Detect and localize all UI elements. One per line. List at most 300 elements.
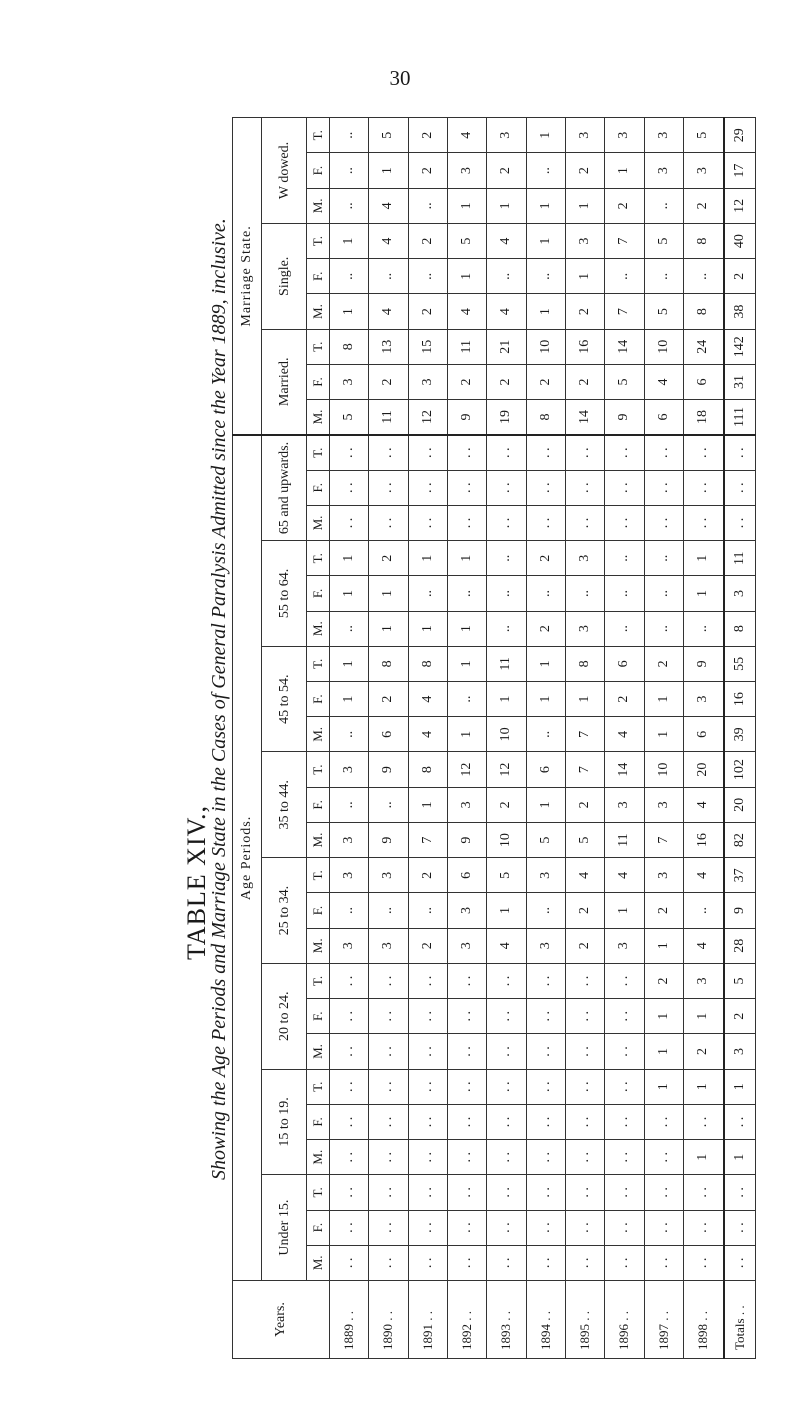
value-cell: 7 — [565, 717, 604, 752]
value-cell: 3 — [605, 787, 644, 822]
value-cell: . . — [369, 1245, 408, 1280]
value-cell: 2 — [724, 259, 756, 294]
value-cell: 39 — [724, 717, 756, 752]
value-cell: . . — [487, 999, 526, 1034]
value-cell: 17 — [724, 153, 756, 188]
value-cell: 3 — [369, 928, 408, 963]
value-cell: . . — [408, 1104, 447, 1139]
value-cell: 1 — [369, 576, 408, 611]
value-cell: 19 — [487, 400, 526, 435]
value-cell: . . — [330, 435, 369, 470]
value-cell: . . — [487, 963, 526, 998]
value-cell: . . — [644, 435, 683, 470]
value-cell: . . — [724, 1104, 756, 1139]
value-cell: . . — [369, 1069, 408, 1104]
value-cell: .. — [644, 541, 683, 576]
value-cell: . . — [724, 1210, 756, 1245]
value-cell: . . — [369, 1140, 408, 1175]
value-cell: . . — [369, 1210, 408, 1245]
value-cell: .. — [644, 576, 683, 611]
value-cell: 3 — [644, 787, 683, 822]
value-cell: . . — [447, 1034, 486, 1069]
value-cell: . . — [526, 999, 565, 1034]
totals-row — [724, 118, 756, 1359]
value-cell: 1 — [526, 787, 565, 822]
value-cell: . . — [526, 1069, 565, 1104]
value-cell: 16 — [565, 329, 604, 364]
value-cell: 15 — [408, 329, 447, 364]
data-table — [232, 117, 756, 1359]
value-cell: 16 — [683, 822, 724, 857]
value-cell: 1 — [408, 611, 447, 646]
value-cell: . . — [408, 1069, 447, 1104]
value-cell: . . — [330, 1104, 369, 1139]
year-cell: 1897 . . — [644, 1281, 683, 1359]
year-cell: 1890 . . — [369, 1281, 408, 1359]
mft-header: F. — [307, 787, 330, 822]
value-cell: 2 — [644, 893, 683, 928]
value-cell: 1 — [683, 541, 724, 576]
value-cell: 12 — [724, 188, 756, 223]
value-cell: 3 — [605, 928, 644, 963]
value-cell: 4 — [683, 928, 724, 963]
value-cell: 31 — [724, 364, 756, 399]
year-cell: 1889 . . — [330, 1281, 369, 1359]
value-cell: . . — [487, 1104, 526, 1139]
value-cell: 1 — [487, 682, 526, 717]
value-cell: 3 — [330, 364, 369, 399]
sub-header: W dowed. — [262, 118, 307, 224]
mft-header-row — [307, 118, 330, 1359]
year-cell: 1896 . . — [605, 1281, 644, 1359]
value-cell: 1 — [330, 294, 369, 329]
value-cell: 1 — [724, 1140, 756, 1175]
sub-header: 15 to 19. — [262, 1069, 307, 1175]
value-cell: 4 — [644, 364, 683, 399]
value-cell: . . — [605, 999, 644, 1034]
value-cell: 2 — [369, 541, 408, 576]
value-cell: 3 — [447, 153, 486, 188]
value-cell: . . — [683, 470, 724, 505]
value-cell: 3 — [447, 787, 486, 822]
value-cell: 18 — [683, 400, 724, 435]
table-body — [330, 118, 756, 1359]
mft-header: F. — [307, 576, 330, 611]
value-cell: .. — [330, 611, 369, 646]
value-cell: .. — [408, 259, 447, 294]
value-cell: 4 — [683, 787, 724, 822]
value-cell: . . — [644, 505, 683, 540]
value-cell: 1 — [408, 787, 447, 822]
value-cell: . . — [565, 1210, 604, 1245]
value-cell: 4 — [447, 118, 486, 154]
value-cell: . . — [526, 1210, 565, 1245]
value-cell: 1 — [644, 999, 683, 1034]
value-cell: 4 — [369, 294, 408, 329]
value-cell: .. — [447, 682, 486, 717]
value-cell: 3 — [330, 822, 369, 857]
marriage-state-header: Marriage State. — [233, 118, 262, 435]
value-cell: 2 — [487, 364, 526, 399]
value-cell: 1 — [447, 188, 486, 223]
year-cell: 1894 . . — [526, 1281, 565, 1359]
value-cell: 3 — [683, 153, 724, 188]
value-cell: . . — [683, 435, 724, 470]
value-cell: 5 — [330, 400, 369, 435]
value-cell: 1 — [683, 999, 724, 1034]
value-cell: . . — [605, 505, 644, 540]
value-cell: . . — [683, 1175, 724, 1210]
value-cell: 1 — [487, 188, 526, 223]
value-cell: 7 — [408, 822, 447, 857]
value-cell: 4 — [408, 682, 447, 717]
value-cell: . . — [408, 999, 447, 1034]
value-cell: . . — [724, 1175, 756, 1210]
value-cell: . . — [447, 1104, 486, 1139]
value-cell: . . — [408, 963, 447, 998]
value-cell: . . — [330, 963, 369, 998]
value-cell: 40 — [724, 223, 756, 258]
value-cell: 1 — [565, 682, 604, 717]
value-cell: 8 — [683, 294, 724, 329]
value-cell: 1 — [526, 223, 565, 258]
value-cell: 1 — [447, 646, 486, 681]
value-cell: 102 — [724, 752, 756, 787]
table-row — [330, 118, 369, 1359]
value-cell: . . — [683, 1245, 724, 1280]
value-cell: . . — [408, 505, 447, 540]
value-cell: .. — [605, 611, 644, 646]
table-caption-block — [122, 30, 230, 1421]
mft-header: M. — [307, 717, 330, 752]
value-cell: . . — [526, 435, 565, 470]
mft-header: M. — [307, 1245, 330, 1280]
value-cell: 1 — [565, 259, 604, 294]
value-cell: 5 — [526, 822, 565, 857]
value-cell: .. — [408, 893, 447, 928]
value-cell: 8 — [565, 646, 604, 681]
value-cell: .. — [487, 611, 526, 646]
value-cell: . . — [605, 963, 644, 998]
value-cell: 1 — [683, 1069, 724, 1104]
value-cell: 1 — [724, 1069, 756, 1104]
value-cell: . . — [605, 1245, 644, 1280]
value-cell: 2 — [565, 364, 604, 399]
value-cell: .. — [447, 576, 486, 611]
value-cell: 3 — [487, 118, 526, 154]
table-row — [526, 118, 565, 1359]
value-cell: . . — [605, 1034, 644, 1069]
mft-header: F. — [307, 470, 330, 505]
mft-header: M. — [307, 294, 330, 329]
value-cell: 2 — [565, 153, 604, 188]
mft-header: F. — [307, 999, 330, 1034]
value-cell: .. — [526, 576, 565, 611]
value-cell: 9 — [605, 400, 644, 435]
value-cell: . . — [565, 1104, 604, 1139]
value-cell: 10 — [487, 717, 526, 752]
value-cell: .. — [369, 787, 408, 822]
value-cell: 2 — [605, 682, 644, 717]
value-cell: .. — [683, 259, 724, 294]
table-label: TABLE XIV., — [182, 804, 211, 960]
value-cell: 24 — [683, 329, 724, 364]
value-cell: 12 — [487, 752, 526, 787]
value-cell: . . — [330, 470, 369, 505]
mft-header: F. — [307, 153, 330, 188]
value-cell: 3 — [330, 858, 369, 893]
value-cell: . . — [526, 1034, 565, 1069]
value-cell: 16 — [724, 682, 756, 717]
value-cell: 1 — [644, 1069, 683, 1104]
value-cell: .. — [644, 259, 683, 294]
value-cell: . . — [447, 470, 486, 505]
value-cell: 2 — [408, 294, 447, 329]
value-cell: . . — [644, 1140, 683, 1175]
value-cell: . . — [644, 1210, 683, 1245]
value-cell: 6 — [447, 858, 486, 893]
value-cell: 5 — [369, 118, 408, 154]
value-cell: 1 — [526, 188, 565, 223]
value-cell: 8 — [724, 611, 756, 646]
value-cell: 2 — [487, 787, 526, 822]
value-cell: 3 — [330, 752, 369, 787]
value-cell: 10 — [487, 822, 526, 857]
value-cell: 8 — [683, 223, 724, 258]
value-cell: 55 — [724, 646, 756, 681]
value-cell: 1 — [526, 294, 565, 329]
value-cell: . . — [724, 470, 756, 505]
value-cell: . . — [644, 1245, 683, 1280]
value-cell: . . — [330, 1034, 369, 1069]
value-cell: . . — [447, 1210, 486, 1245]
mft-header: M. — [307, 822, 330, 857]
mft-header: M. — [307, 400, 330, 435]
value-cell: . . — [487, 1069, 526, 1104]
value-cell: . . — [605, 1175, 644, 1210]
value-cell: 2 — [408, 153, 447, 188]
value-cell: 6 — [683, 717, 724, 752]
sub-header: Single. — [262, 223, 307, 329]
mft-header: F. — [307, 259, 330, 294]
mft-header: F. — [307, 1210, 330, 1245]
value-cell: 8 — [369, 646, 408, 681]
value-cell: 9 — [683, 646, 724, 681]
value-cell: .. — [330, 893, 369, 928]
value-cell: . . — [408, 1245, 447, 1280]
value-cell: 4 — [487, 294, 526, 329]
value-cell: 2 — [565, 928, 604, 963]
years-header: Years. — [233, 1281, 330, 1359]
value-cell: . . — [605, 1210, 644, 1245]
value-cell: . . — [526, 1140, 565, 1175]
value-cell: 4 — [605, 717, 644, 752]
value-cell: . . — [369, 1175, 408, 1210]
value-cell: 5 — [605, 364, 644, 399]
table-row — [447, 118, 486, 1359]
mft-header: F. — [307, 893, 330, 928]
value-cell: . . — [526, 1175, 565, 1210]
value-cell: 1 — [447, 611, 486, 646]
age-periods-header: Age Periods. — [233, 435, 262, 1281]
table-row — [644, 118, 683, 1359]
value-cell: 21 — [487, 329, 526, 364]
mft-header: M. — [307, 611, 330, 646]
value-cell: 11 — [369, 400, 408, 435]
value-cell: 5 — [487, 858, 526, 893]
value-cell: 111 — [724, 400, 756, 435]
value-cell: . . — [447, 963, 486, 998]
value-cell: 2 — [369, 682, 408, 717]
value-cell: . . — [487, 1245, 526, 1280]
value-cell: 9 — [724, 893, 756, 928]
value-cell: . . — [447, 1069, 486, 1104]
value-cell: 3 — [565, 118, 604, 154]
value-cell: 2 — [408, 858, 447, 893]
value-cell: 1 — [526, 682, 565, 717]
value-cell: . . — [565, 1069, 604, 1104]
value-cell: .. — [330, 118, 369, 154]
value-cell: . . — [369, 505, 408, 540]
value-cell: 2 — [565, 893, 604, 928]
value-cell: 4 — [487, 223, 526, 258]
year-cell: Totals . . — [724, 1281, 756, 1359]
value-cell: . . — [565, 1245, 604, 1280]
value-cell: 38 — [724, 294, 756, 329]
value-cell: 1 — [330, 576, 369, 611]
mft-header: M. — [307, 188, 330, 223]
value-cell: 82 — [724, 822, 756, 857]
value-cell: . . — [605, 1140, 644, 1175]
mft-header: M. — [307, 1034, 330, 1069]
value-cell: 1 — [330, 646, 369, 681]
value-cell: 3 — [408, 364, 447, 399]
value-cell: . . — [330, 1140, 369, 1175]
value-cell: .. — [330, 188, 369, 223]
value-cell: 37 — [724, 858, 756, 893]
value-cell: 1 — [605, 153, 644, 188]
value-cell: 2 — [526, 611, 565, 646]
value-cell: 6 — [683, 364, 724, 399]
value-cell: 2 — [487, 153, 526, 188]
value-cell: . . — [447, 1140, 486, 1175]
value-cell: 20 — [683, 752, 724, 787]
value-cell: .. — [369, 259, 408, 294]
value-cell: . . — [369, 435, 408, 470]
value-cell: 4 — [487, 928, 526, 963]
value-cell: . . — [565, 1034, 604, 1069]
sub-header: 25 to 34. — [262, 858, 307, 964]
mft-header: M. — [307, 505, 330, 540]
value-cell: .. — [487, 541, 526, 576]
sub-header: Under 15. — [262, 1175, 307, 1281]
value-cell: 1 — [369, 153, 408, 188]
value-cell: 4 — [605, 858, 644, 893]
value-cell: 9 — [447, 400, 486, 435]
value-cell: 1 — [369, 611, 408, 646]
value-cell: 9 — [447, 822, 486, 857]
value-cell: . . — [369, 1104, 408, 1139]
year-cell: 1893 . . — [487, 1281, 526, 1359]
value-cell: . . — [408, 435, 447, 470]
value-cell: 5 — [644, 294, 683, 329]
value-cell: . . — [487, 1140, 526, 1175]
value-cell: .. — [605, 541, 644, 576]
value-cell: .. — [605, 259, 644, 294]
value-cell: . . — [526, 963, 565, 998]
value-cell: . . — [565, 1140, 604, 1175]
mft-header: T. — [307, 541, 330, 576]
value-cell: 1 — [644, 928, 683, 963]
mft-header: T. — [307, 435, 330, 470]
sub-header: 35 to 44. — [262, 752, 307, 858]
sub-header-row — [262, 118, 307, 1359]
value-cell: 1 — [526, 646, 565, 681]
value-cell: 2 — [447, 364, 486, 399]
value-cell: . . — [369, 999, 408, 1034]
mft-header: T. — [307, 329, 330, 364]
year-cell: 1892 . . — [447, 1281, 486, 1359]
value-cell: 7 — [605, 223, 644, 258]
value-cell: 8 — [526, 400, 565, 435]
value-cell: 14 — [605, 752, 644, 787]
value-cell: . . — [408, 1140, 447, 1175]
value-cell: . . — [369, 1034, 408, 1069]
value-cell: 6 — [605, 646, 644, 681]
value-cell: . . — [487, 505, 526, 540]
value-cell: 1 — [447, 717, 486, 752]
value-cell: 2 — [644, 963, 683, 998]
value-cell: 1 — [644, 717, 683, 752]
value-cell: 1 — [447, 541, 486, 576]
mft-header: M. — [307, 928, 330, 963]
year-cell: 1895 . . — [565, 1281, 604, 1359]
value-cell: 8 — [330, 329, 369, 364]
value-cell: .. — [683, 893, 724, 928]
value-cell: . . — [447, 505, 486, 540]
value-cell: . . — [408, 1210, 447, 1245]
value-cell: 6 — [644, 400, 683, 435]
value-cell: 3 — [724, 576, 756, 611]
value-cell: .. — [330, 153, 369, 188]
value-cell: .. — [330, 787, 369, 822]
value-cell: 2 — [683, 1034, 724, 1069]
value-cell: . . — [605, 1104, 644, 1139]
value-cell: . . — [526, 1104, 565, 1139]
value-cell: .. — [330, 259, 369, 294]
value-cell: . . — [369, 963, 408, 998]
value-cell: . . — [565, 963, 604, 998]
value-cell: 9 — [369, 822, 408, 857]
value-cell: 4 — [683, 858, 724, 893]
value-cell: 1 — [447, 259, 486, 294]
value-cell: 2 — [369, 364, 408, 399]
value-cell: . . — [330, 505, 369, 540]
table-row — [683, 118, 724, 1359]
value-cell: . . — [330, 1245, 369, 1280]
value-cell: 2 — [683, 188, 724, 223]
value-cell: 3 — [683, 963, 724, 998]
value-cell: . . — [683, 1210, 724, 1245]
value-cell: 142 — [724, 329, 756, 364]
value-cell: 20 — [724, 787, 756, 822]
value-cell: 14 — [605, 329, 644, 364]
value-cell: .. — [526, 259, 565, 294]
value-cell: . . — [487, 470, 526, 505]
value-cell: 3 — [526, 858, 565, 893]
value-cell: . . — [408, 1175, 447, 1210]
value-cell: 7 — [644, 822, 683, 857]
